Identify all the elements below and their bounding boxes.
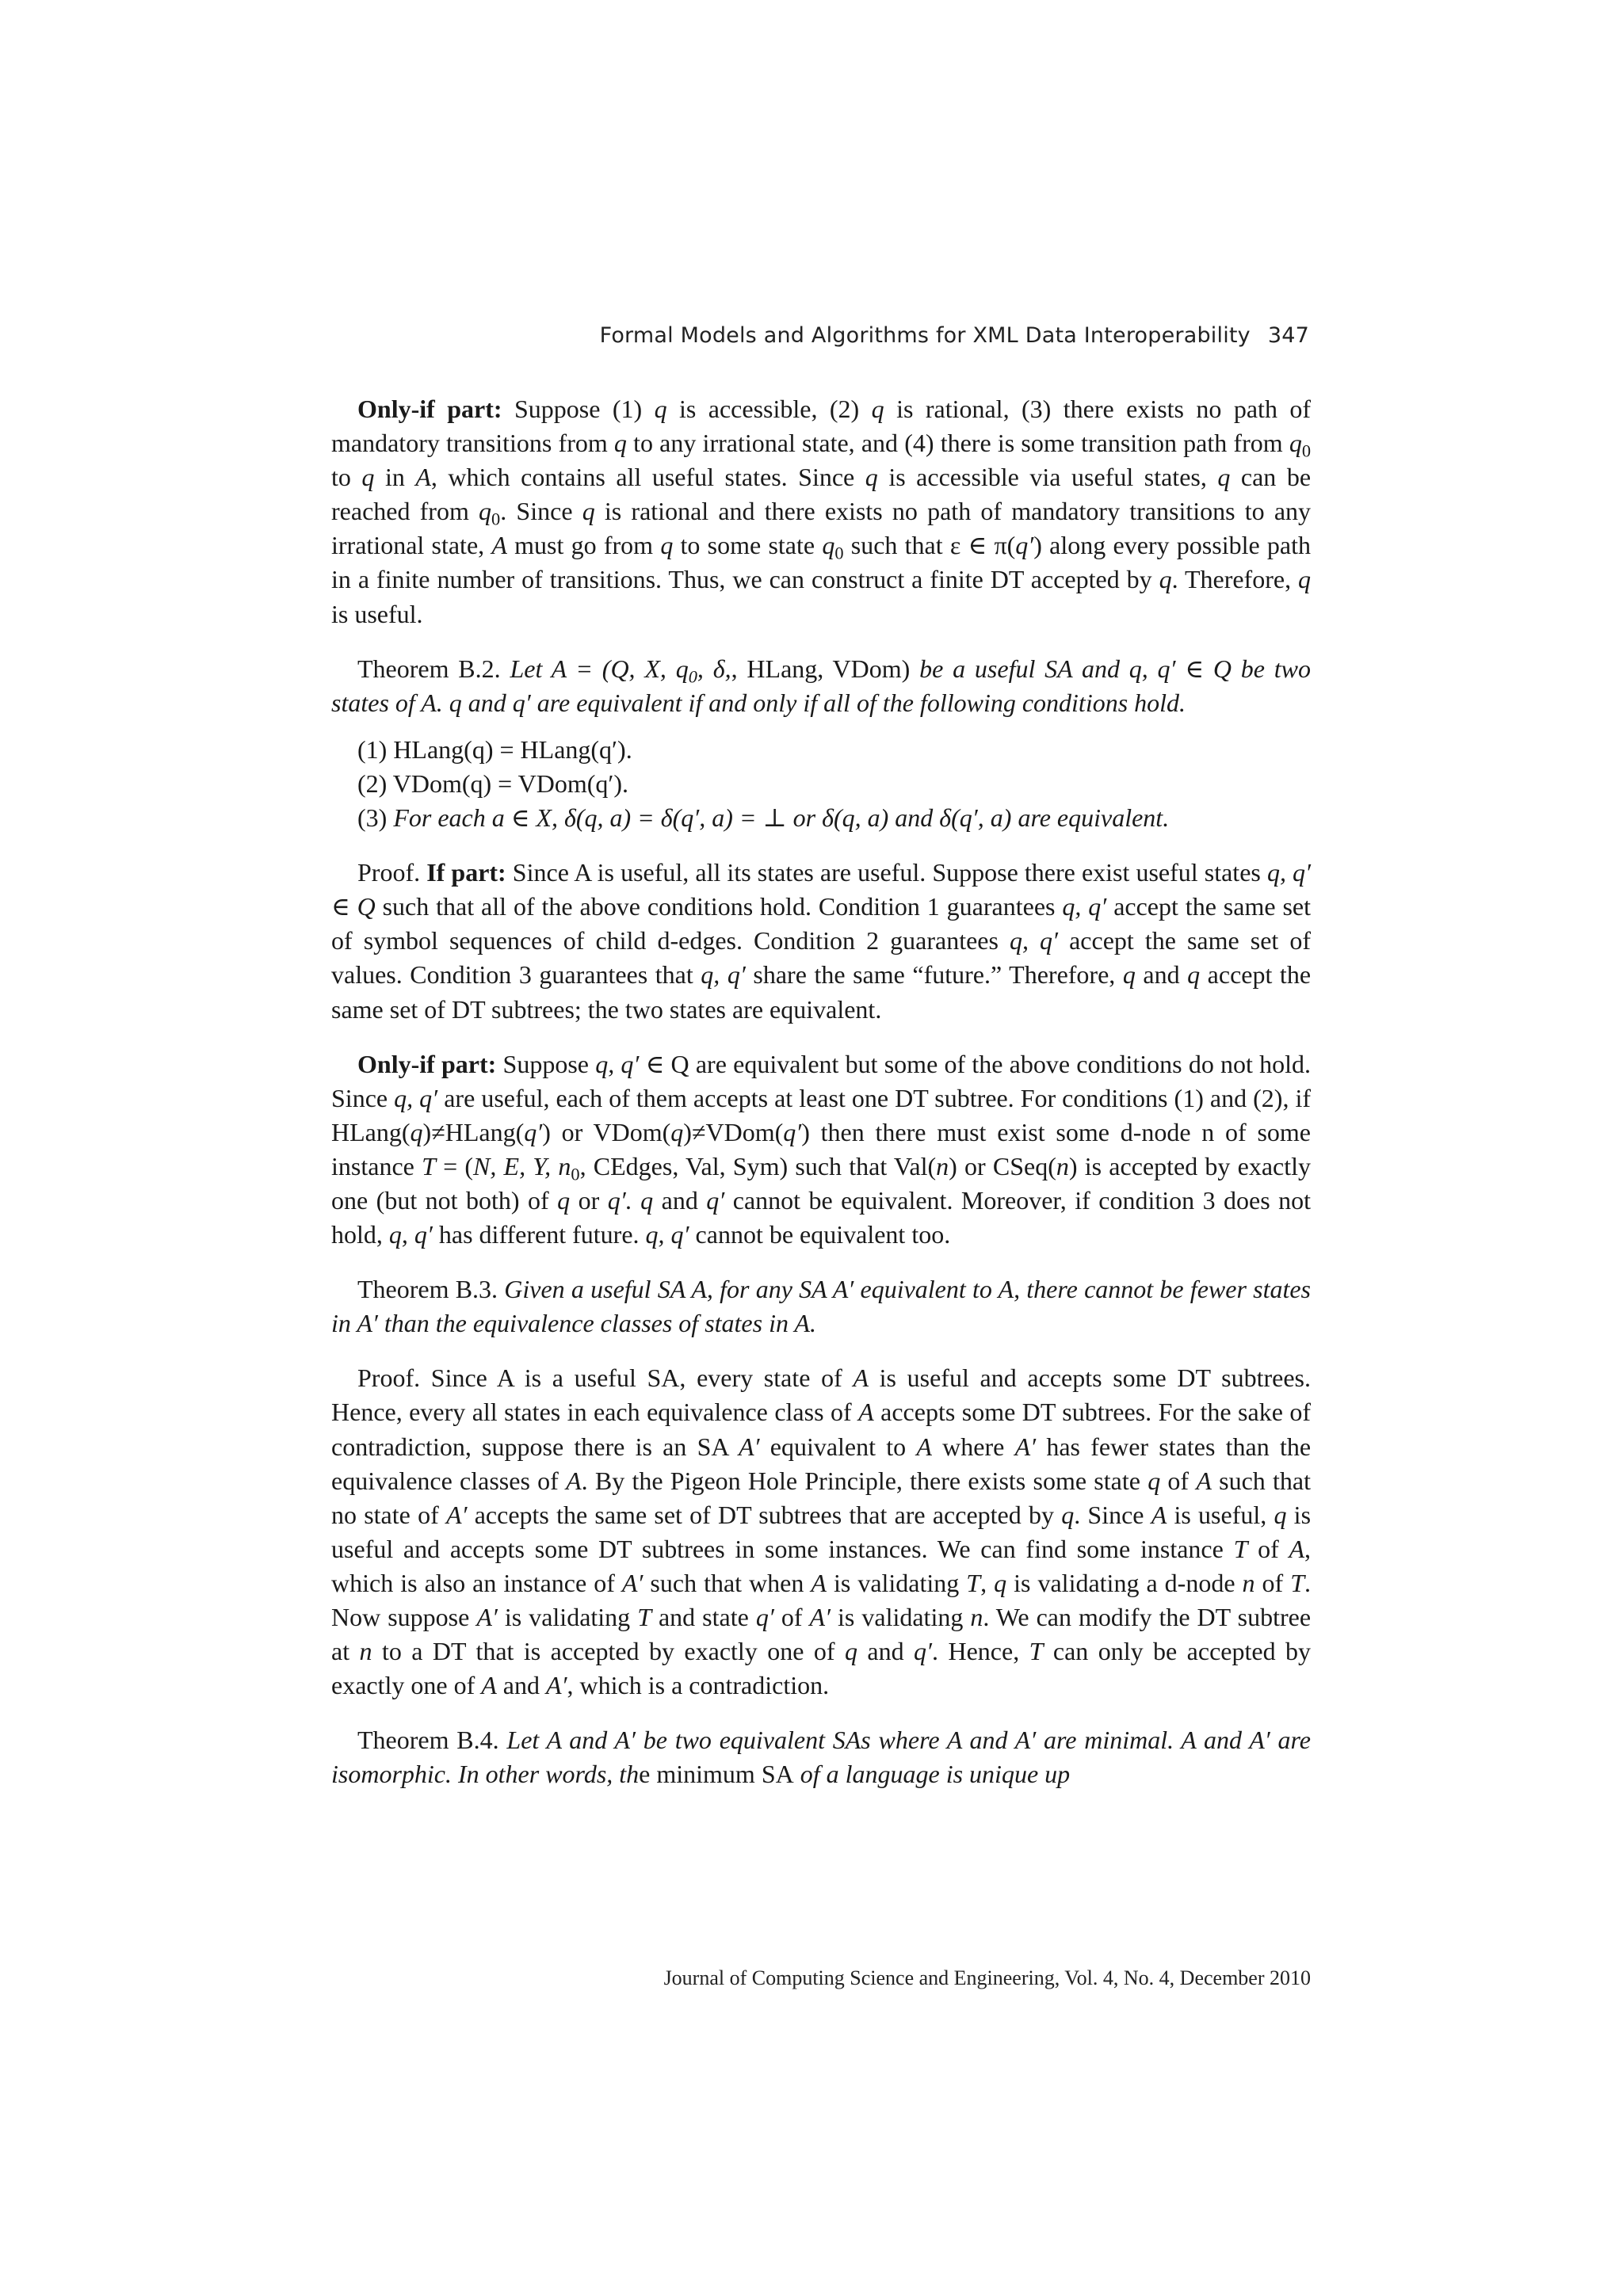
theorem-b3: Theorem B.3. Given a useful SA A, for any SA A′ equivalent to A, there cannot be fewer states in A′ than the equivalence classes of states in A. [331, 1275, 1312, 1338]
theorem-b4: Theorem B.4. Let A and A′ be two equivalent SAs where A and A′ are minimal. A and A′ are isomorphic. In other words, the minimum SA of a language is unique up [331, 1726, 1312, 1789]
theorem-b2-conditions [331, 733, 1311, 835]
page-number: 347 [1267, 323, 1309, 348]
condition-3: (3) For each a ∈ X, δ(q, a) = δ(q′, a) = ⊥ or δ(q, a) and δ(q′, a) are equivalent. [357, 803, 1170, 833]
theorem-b2: Theorem B.2. Let A = (Q, X, $q_0$, δ,, HLang, VDom) be a useful SA and q, q′ ∈ Q be two states of A. q and q′ are equivalent if and only if all of the following conditions hold. [331, 654, 1312, 717]
running-header [0, 323, 1309, 348]
proof-b2-only-if-part: Only-if part: Suppose q, q′ ∈ Q are equivalent but some of the above conditions do not hold. Since q, q′ are useful, each of them accepts at least one DT subtree. For conditions (1) and (2), if HLang(q)≠HLang(q′) or VDom(q)≠VDom(q′) then there must exist some d-node n of some instance T = (N, E, Y, $n_0$, CEdges, Val, Sym) such that Val(n) or CSeq(n) is accepted by exactly one (but not both) of q or q′. q and q′ cannot be equivalent. Moreover, if condition 3 does not hold, q, q′ has different future. q, q′ cannot be equivalent too. [331, 1049, 1312, 1249]
page-body [331, 392, 1311, 1812]
paragraph-only-if-usefulness: Only-if part: Suppose (1) q is accessible, (2) q is rational, (3) there exists no path of mandatory transitions from q to any irrational state, and (4) there is some transition path from $q_0$ to q in A, which contains all useful states. Since q is accessible via useful states, q can be reached from $q_0$. Since q is rational and there exists no path of mandatory transitions to any irrational state, A must go from q to some state $q_0$ such that ε ∈ π(q′) along every possible path in a finite number of transitions. Thus, we can construct a finite DT accepted by q. Therefore, q is useful. [331, 395, 1312, 628]
proof-b2-if-part: Proof. If part: Since A is useful, all its states are useful. Suppose there exist useful states q, q′ ∈ Q such that all of the above conditions hold. Condition 1 guarantees q, q′ accept the same set of symbol sequences of child d-edges. Condition 2 guarantees q, q′ accept the same set of values. Condition 3 guarantees that q, q′ share the same “future.” Therefore, q and q accept the same set of DT subtrees; the two states are equivalent. [331, 858, 1312, 1024]
condition-2: (2) VDom(q) = VDom(q′). [357, 769, 629, 798]
condition-1: (1) HLang(q) = HLang(q′). [357, 734, 632, 764]
journal-footer: Journal of Computing Science and Engineering, Vol. 4, No. 4, December 2010 [663, 1966, 1311, 1989]
running-title: Formal Models and Algorithms for XML Data Interoperability [599, 323, 1251, 348]
proof-b3: Proof. Since A is a useful SA, every state of A is useful and accepts some DT subtrees. Hence, every all states in each equivalence class of A accepts some DT subtrees. For the sake of contradiction, suppose there is an SA A′ equivalent to A where A′ has fewer states than the equivalence classes of A. By the Pigeon Hole Principle, there exists some state q of A such that no state of A′ accepts the same set of DT subtrees that are accepted by q. Since A is useful, q is useful and accepts some DT subtrees in some instances. We can find some instance T of A, which is also an instance of A′ such that when A is validating T, q is validating a d-node n of T. Now suppose A′ is validating T and state q′ of A′ is validating n. We can modify the DT subtree at n to a DT that is accepted by exactly one of q and q′. Hence, T can only be accepted by exactly one of A and A′, which is a contradiction. [331, 1363, 1312, 1700]
